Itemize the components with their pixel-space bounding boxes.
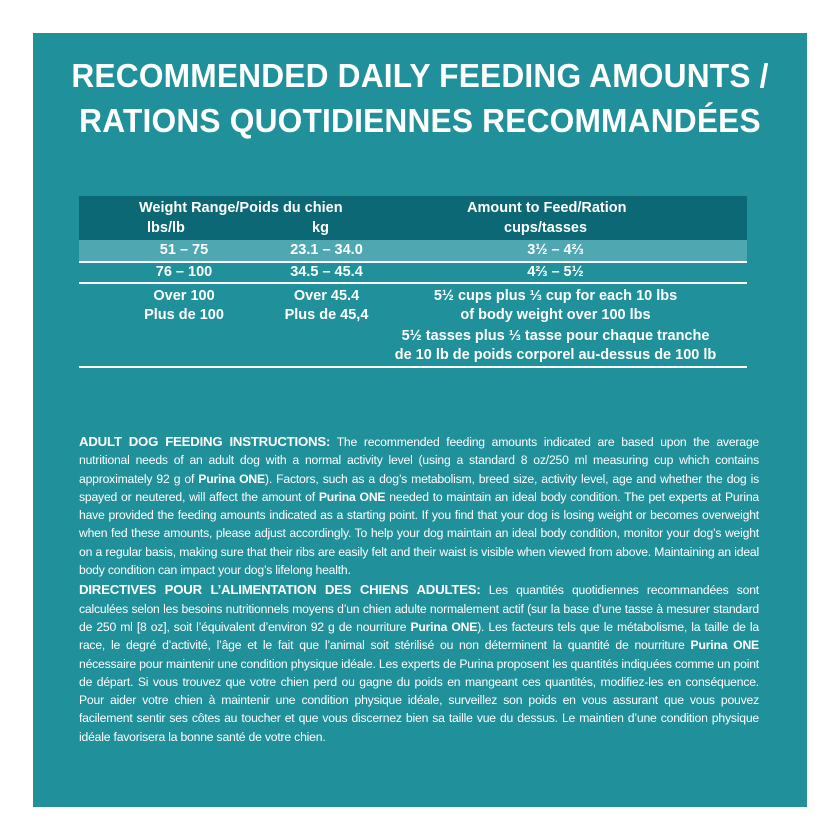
cups-cell: 3½ – 4⅔ <box>527 242 584 258</box>
brand-name: Purina ONE <box>318 489 386 504</box>
instructions-french: DIRECTIVES POUR L’ALIMENTATION DES CHIENS ADULTES: Les quantités quotidiennes recommandées sont calculées selon les besoins nutritionnels moyens d’un chien adulte normalement actif (sur la base d’une tasse à mesurer standard de 250 ml [8 oz], soit l’équivalent d’environ 92 g de nourriture Purina ONE). Les facteurs tels que le métabolisme, la taille de la race, le degré d’activité, l’âge et le fait que l’animal soit stérilisé ou non déterminent la quantité de nourriture Purina ONE nécessaire pour maintenir une condition physique idéale. Les experts de Purina proposent les quantités indiquées comme un point de départ. Si vous trouvez que votre chien perd ou gagne du poids en mangeant ces quantités, modifiez-les en conséquence. Pour aider votre chien à maintenir une condition physique idéale, surveillez son poids en vous assurant que vous pouvez facilement sentir ses côtes au toucher et que vous discernez bien sa taille vue du dessus. Le maintien d’une condition physique idéale favorisera la bonne santé de votre chien. <box>79 582 759 744</box>
page-title <box>48 53 791 143</box>
cups-over-french-line2: de 10 lb de poids corporel au-dessus de 100 lb <box>394 347 717 363</box>
title-line-french: RATIONS QUOTIDIENNES RECOMMANDÉES <box>79 102 761 139</box>
instructions-french-heading: DIRECTIVES POUR L’ALIMENTATION DES CHIENS ADULTES: <box>79 582 481 598</box>
table-row-over <box>79 282 747 368</box>
brand-name: Purina ONE <box>198 471 265 486</box>
feeding-instructions <box>79 433 759 748</box>
kg-over-english: Over 45.4 <box>293 288 360 304</box>
lbs-over-french: Plus de 100 <box>144 307 224 323</box>
instructions-english: ADULT DOG FEEDING INSTRUCTIONS: The recommended feeding amounts indicated are based upon the average nutritional needs of an adult dog with a normal activity level (using a standard 8 oz/250 ml measuring cup which contains approximately 92 g of Purina ONE). Factors, such as a dog’s metabolism, breed size, activity level, age and whether the dog is spayed or neutered, will affect the amount of Purina ONE needed to maintain an ideal body condition. The pet experts at Purina have provided the feeding amounts indicated as a starting point. If you find that your dog is losing weight or becomes overweight when fed these amounts, please adjust accordingly. To help your dog maintain an ideal body condition, monitor your dog’s weight on a regular basis, making sure that their ribs are easily felt and their waist is visible when viewed from above. Maintaining an ideal body condition can impact your dog’s lifelong health. <box>79 434 759 578</box>
cups-cell: 4⅔ – 5½ <box>527 264 584 280</box>
table-row <box>79 261 747 282</box>
lbs-cell: 51 – 75 <box>159 242 209 258</box>
cups-over-english-line1: 5½ cups plus ⅓ cup for each 10 lbs <box>433 288 678 304</box>
kg-cell: 23.1 – 34.0 <box>290 242 363 258</box>
cups-over-english-line2: of body weight over 100 lbs <box>460 307 651 323</box>
brand-name: Purina ONE <box>690 638 759 653</box>
amount-header: Amount to Feed/Ration <box>467 200 627 216</box>
table-header <box>79 196 747 240</box>
feeding-panel <box>33 33 807 807</box>
kg-cell: 34.5 – 45.4 <box>290 264 363 280</box>
table-row <box>79 240 747 261</box>
cups-over-french-line1: 5½ tasses plus ⅓ tasse pour chaque tranche <box>401 328 710 344</box>
kg-header: kg <box>312 220 329 236</box>
instructions-english-heading: ADULT DOG FEEDING INSTRUCTIONS: <box>79 434 331 449</box>
brand-name: Purina ONE <box>410 619 478 634</box>
lbs-header: lbs/lb <box>147 220 185 236</box>
weight-range-header: Weight Range/Poids du chien <box>139 200 343 216</box>
kg-over-french: Plus de 45,4 <box>284 307 369 323</box>
feeding-table <box>79 196 747 368</box>
lbs-cell: 76 – 100 <box>155 264 213 280</box>
lbs-over-english: Over 100 <box>153 288 215 304</box>
title-line-english: RECOMMENDED DAILY FEEDING AMOUNTS / <box>71 57 769 94</box>
cups-header: cups/tasses <box>504 220 588 236</box>
